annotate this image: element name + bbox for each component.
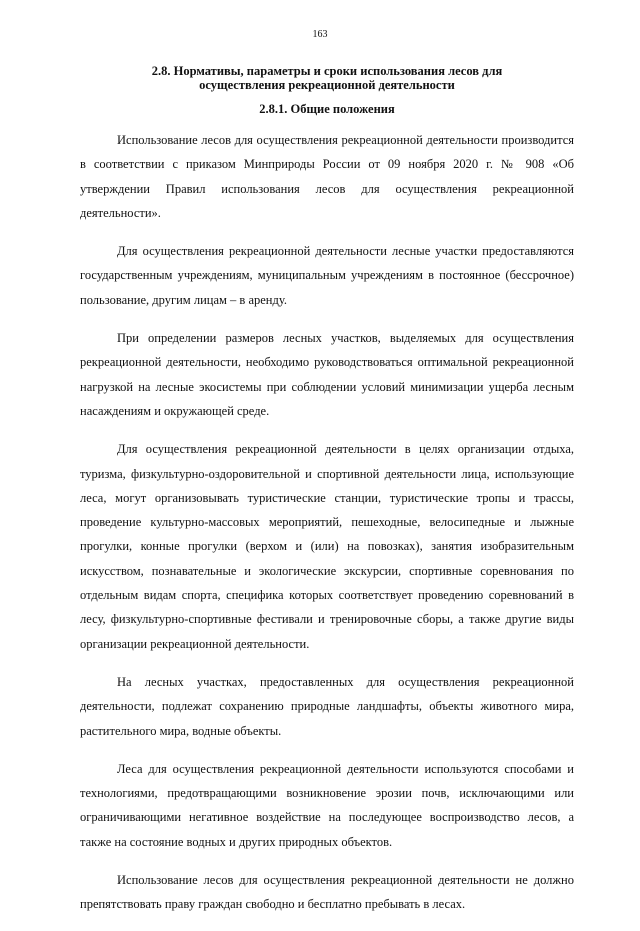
- page-number: 163: [312, 29, 328, 40]
- paragraph-4: Для осуществления рекреационной деятельности в целях организации отдыха, туризма, физкультурно-оздоровительной и спортивной деятельности лица, использующие леса, могут организовывать туристические станции, туристические тропы и трассы, проведение культурно-массовых мероприятий, пешеходные, велосипедные и лыжные прогулки, конные прогулки (верхом и (или) на повозках), занятия изобразительным искусством, познавательные и экологические экскурсии, спортивные соревнования по отдельным видам спорта, специфика которых соответствует проведению соревнований в лесу, физкультурно-спортивные фестивали и тренировочные сборы, а также другие виды организации рекреационной деятельности.: [80, 442, 574, 651]
- paragraph-6: Леса для осуществления рекреационной деятельности используются способами и технологиями, предотвращающими возникновение эрозии почв, исключающими или ограничивающими негативное воздействие на последующее воспроизводство лесов, а также на состояние водных и других природных объектов.: [80, 761, 574, 849]
- section-title: [80, 64, 574, 92]
- paragraph-1: Использование лесов для осуществления рекреационной деятельности производится в соответствии с приказом Минприроды России от 09 ноября 2020 г. № 908 «Об утверждении Правил использования лесов для осуществления рекреационной деятельности».: [80, 133, 574, 220]
- section-title-line-2: осуществления рекреационной деятельности: [199, 78, 455, 92]
- paragraph-7: Использование лесов для осуществления рекреационной деятельности не должно препятствовать праву граждан свободно и бесплатно пребывать в лесах.: [80, 873, 574, 912]
- paragraph-2: Для осуществления рекреационной деятельности лесные участки предоставляются государственным учреждениям, муниципальным учреждениям в постоянное (бессрочное) пользование, другим лицам – в аренду.: [80, 244, 574, 307]
- section-title-line-1: 2.8. Нормативы, параметры и сроки использования лесов для: [151, 64, 503, 78]
- subsection-title: 2.8.1. Общие положения: [259, 102, 395, 116]
- paragraph-3: При определении размеров лесных участков, выделяемых для осуществления рекреационной деятельности, необходимо руководствоваться оптимальной рекреационной нагрузкой на лесные экосистемы при соблюдении условий минимизации ущерба лесным насаждениям и окружающей среде.: [80, 331, 574, 418]
- paragraph-5: На лесных участках, предоставленных для осуществления рекреационной деятельности, подлежат сохранению природные ландшафты, объекты животного мира, растительного мира, водные объекты.: [80, 674, 574, 738]
- document-body: [80, 128, 574, 931]
